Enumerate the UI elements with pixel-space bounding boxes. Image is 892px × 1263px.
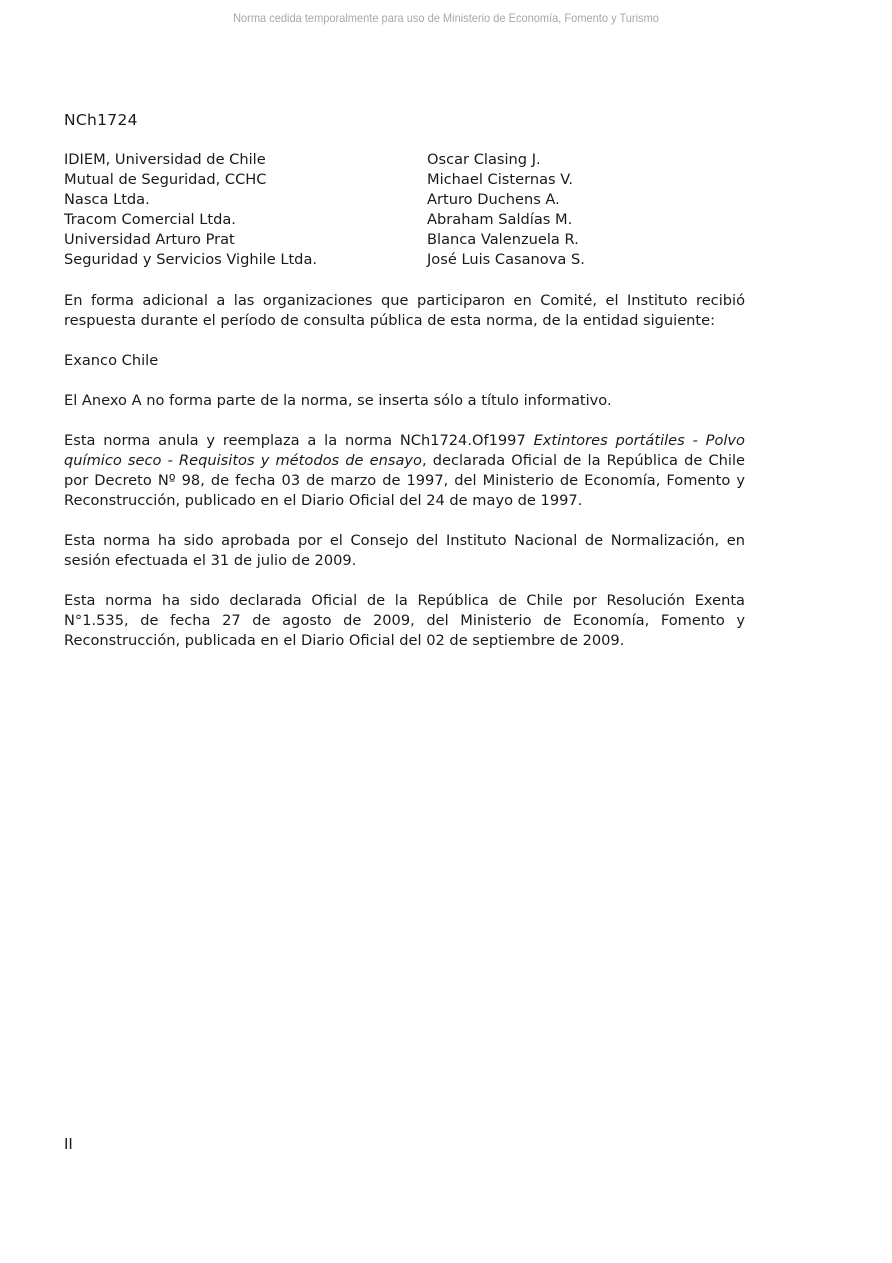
replaced-norm-title: Extintores portátiles - Polvo químico seco - Requisitos y métodos de ensayo <box>64 432 745 469</box>
annex-paragraph: El Anexo A no forma parte de la norma, se inserta sólo a título informativo. <box>64 392 612 409</box>
page-number: II <box>64 1135 73 1153</box>
member-organization: Nasca Ltda. <box>64 191 150 208</box>
member-person: Michael Cisternas V. <box>427 171 574 188</box>
document-code: NCh1724 <box>64 111 138 129</box>
watermark-text: Norma cedida temporalmente para uso de Ministerio de Economía, Fomento y Turismo <box>233 11 659 25</box>
member-organization: Seguridad y Servicios Vighile Ltda. <box>64 251 318 268</box>
member-person: Oscar Clasing J. <box>427 151 541 168</box>
member-person: Arturo Duchens A. <box>427 191 560 208</box>
member-person: Blanca Valenzuela R. <box>427 231 579 248</box>
member-person: José Luis Casanova S. <box>427 251 585 268</box>
committee-members-list <box>64 150 745 270</box>
member-organization: IDIEM, Universidad de Chile <box>64 151 266 168</box>
member-organization: Universidad Arturo Prat <box>64 231 235 248</box>
document-page <box>64 110 745 671</box>
consulted-entity: Exanco Chile <box>64 352 159 369</box>
replaces-paragraph <box>64 431 745 511</box>
official-declaration-paragraph: Esta norma ha sido declarada Oficial de la República de Chile por Resolución Exenta N°1.535, de fecha 27 de agosto de 2009, del Ministerio de Economía, Fomento y Reconstrucción, publicada en el Diario Oficial del 02 de septiembre de 2009. <box>64 592 745 649</box>
member-organization: Tracom Comercial Ltda. <box>64 211 236 228</box>
member-organization: Mutual de Seguridad, CCHC <box>64 171 267 188</box>
consultation-paragraph: En forma adicional a las organizaciones que participaron en Comité, el Instituto recibió respuesta durante el período de consulta pública de esta norma, de la entidad siguiente: <box>64 292 745 329</box>
approval-paragraph: Esta norma ha sido aprobada por el Consejo del Instituto Nacional de Normalización, en sesión efectuada el 31 de julio de 2009. <box>64 532 745 569</box>
replaces-intro: Esta norma anula y reemplaza a la norma NCh1724.Of1997 <box>64 432 534 449</box>
member-person: Abraham Saldías M. <box>427 211 573 228</box>
replaces-details: , declarada Oficial de la República de Chile por Decreto Nº 98, de fecha 03 de marzo de 1997, del Ministerio de Economía, Fomento y Reconstrucción, publicado en el Diario Oficial del 24 de mayo de 1997. <box>64 452 745 509</box>
